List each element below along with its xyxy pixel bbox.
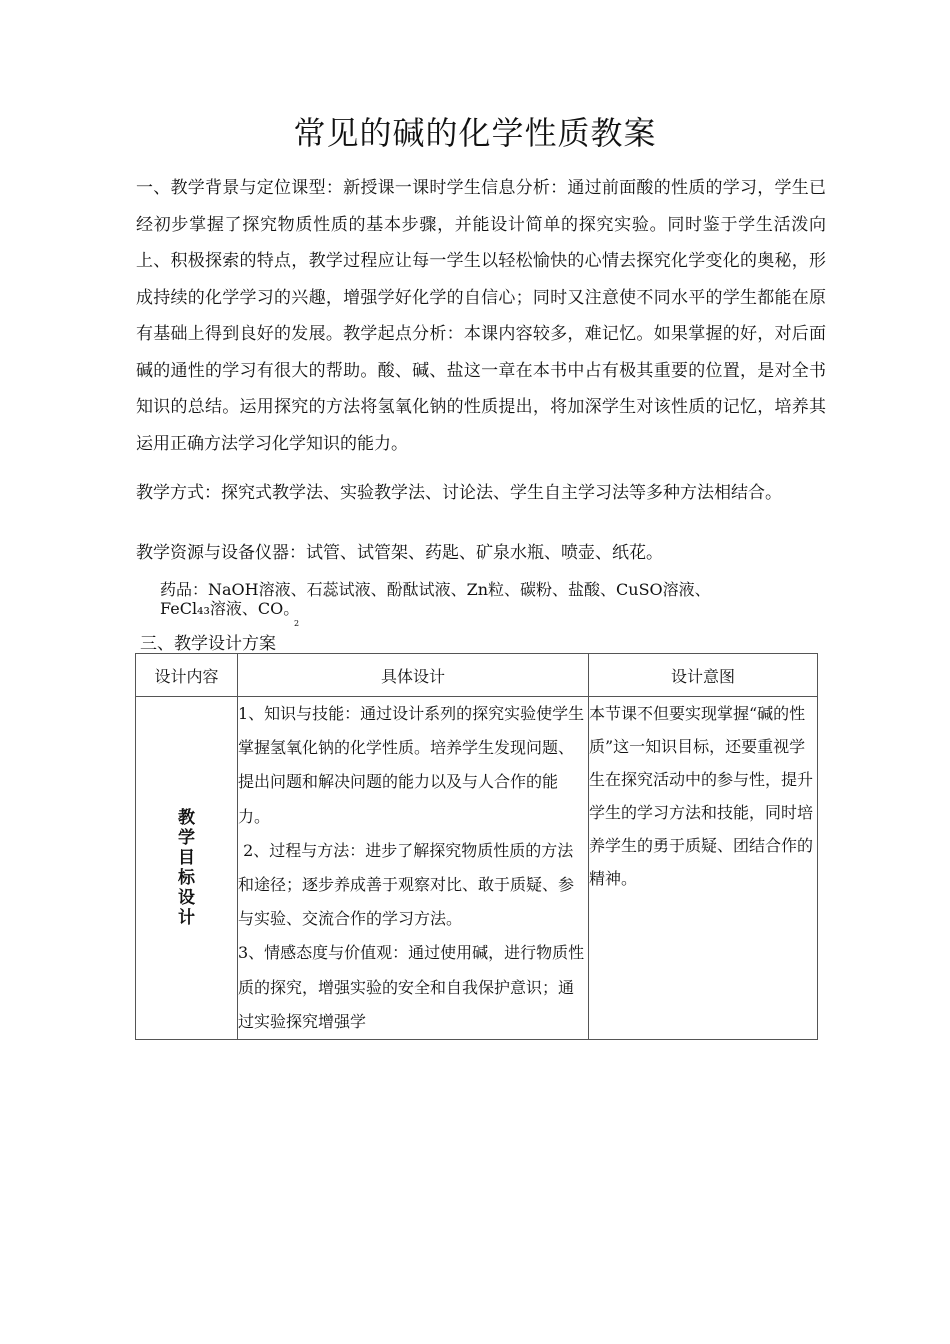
teaching-method-label: 教学方式： [136,483,221,503]
teaching-method [136,482,826,504]
detail-process: 2、过程与方法：进步了解探究物质性质的方法和途径；逐步养成善于观察对比、敢于质疑、参与实验、交流合作的学习方法。 [238,840,575,929]
row-label-cell [136,697,238,1040]
detail-emotion: 3、情感态度与价值观：通过使用碱，进行物质性质的探究，增强实验的安全和自我保护意识；通过实验探究增强学 [238,943,585,1031]
table-row [136,697,818,1040]
teaching-method-text: 探究式教学法、实验教学法、讨论法、学生自主学习法等多种方法相结合。 [221,483,782,503]
drugs-list [160,580,820,618]
intent-cell [589,697,818,1040]
page-title: 常见的碱的化学性质教案 [293,114,657,152]
table-header-row [136,654,818,697]
intro-paragraph: 一、教学背景与定位课型：新授课一课时学生信息分析：通过前面酸的性质的学习，学生已经初步掌握了探究物质性质的基本步骤，并能设计简单的探究实验。同时鉴于学生活泼向上、积极探索的特点，教学过程应让每一学生以轻松愉快的心情去探究化学变化的奥秘，形成持续的化学学习的兴趣，增强学好化学的自信心；同时又注意使不同水平的学生都能在原有基础上得到良好的发展。教学起点分析：本课内容较多，难记忆。如果掌握的好，对后面碱的通性的学习有很大的帮助。酸、碱、盐这一章在本书中占有极其重要的位置，是对全书知识的总结。运用探究的方法将氢氧化钠的性质提出，将加深学生对该性质的记忆，培养其运用正确方法学习化学知识的能力。 [136,178,826,454]
section-3-title: 三、教学设计方案 [140,634,276,654]
drugs-line-1: 药品：NaOH溶液、石蕊试液、酚酞试液、Zn粒、碳粉、盐酸、CuSO溶液、 [160,580,711,599]
teaching-resources: 教学资源与设备仪器：试管、试管架、药匙、矿泉水瓶、喷壶、纸花。 [136,543,663,563]
header-design-intent: 设计意图 [589,654,818,697]
design-table [135,653,818,1040]
drugs-line-2: FeCl₄₃溶液、CO。 [160,599,300,618]
detail-cell [238,697,589,1040]
detail-knowledge: 1、知识与技能：通过设计系列的探究实验使学生掌握氢氧化钠的化学性质。培养学生发现问题、提出问题和解决问题的能力以及与人合作的能力。 [238,704,585,826]
row-label: 教学目标设计 [178,808,195,929]
header-design-content: 设计内容 [136,654,238,697]
header-specific-design: 具体设计 [238,654,589,697]
drugs-subscript: 2 [294,619,300,628]
intent-text: 本节课不但要实现掌握“碱的性质”这一知识目标，还要重视学生在探究活动中的参与性，提升学生的学习方法和技能，同时培养学生的勇于质疑、团结合作的精神。 [589,704,814,888]
